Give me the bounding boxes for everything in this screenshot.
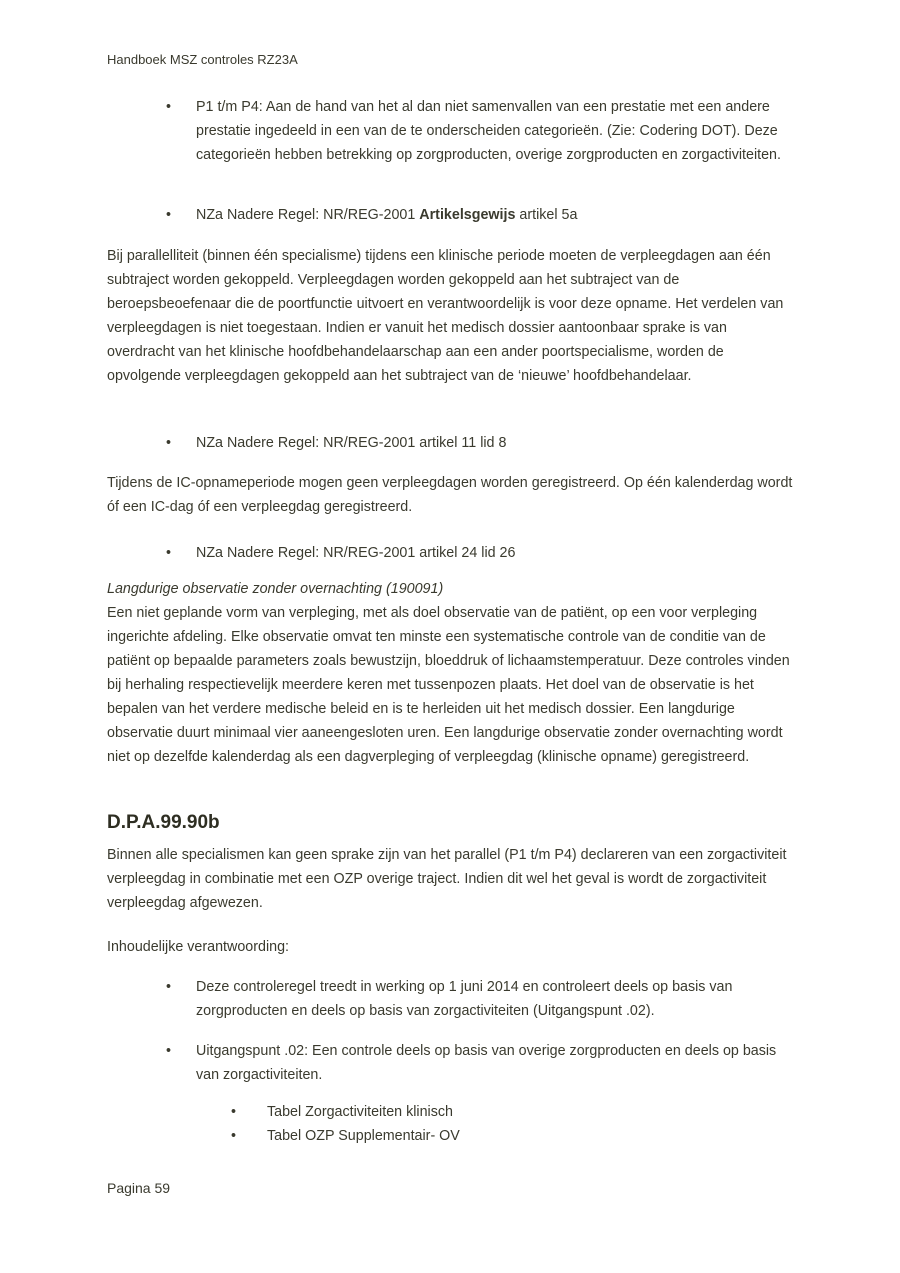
nza-reference-5a: NZa Nadere Regel: NR/REG-2001 Artikelsgewijs artikel 5a	[196, 207, 578, 223]
nza-reference-11: NZa Nadere Regel: NR/REG-2001 artikel 11 lid 8	[196, 435, 507, 451]
bullet-icon: •	[166, 207, 172, 223]
bullet-icon: •	[166, 435, 172, 451]
bullet-icon: •	[166, 1043, 172, 1059]
nza-reference-24: NZa Nadere Regel: NR/REG-2001 artikel 24 lid 26	[196, 545, 516, 561]
sub-list-item-text: Tabel OZP Supplementair- OV	[267, 1128, 460, 1144]
page-number: Pagina 59	[107, 1180, 171, 1196]
paragraph-dpa: Binnen alle specialismen kan geen sprake zijn van het parallel (P1 t/m P4) declareren van een zorgactiviteit verpleegdag in combinatie met een OZP overige traject. Indien dit wel het geval is wordt de zorgactiviteit verpleegdag afgewezen.	[107, 847, 787, 911]
running-header: Handboek MSZ controles RZ23A	[107, 52, 298, 67]
paragraph-parallel: Bij parallelliteit (binnen één specialisme) tijdens een klinische periode moeten de verpleegdagen aan één subtraject worden gekoppeld. Verpleegdagen worden gekoppeld aan het subtraject van de beroepsbeoefenaar die de poortfunctie uitvoert en verantwoordelijk is voor deze opname. Het verdelen van verpleegdagen is niet toegestaan. Indien er vanuit het medisch dossier aantoonbaar sprake is van overdracht van het klinische hoofdbehandelaarschap aan een ander poortspecialisme, worden de opvolgende verpleegdagen gekoppeld aan het subtraject van de ‘nieuwe’ hoofdbehandelaar.	[107, 248, 784, 384]
observation-subtitle: Langdurige observatie zonder overnachting (190091)	[107, 581, 444, 597]
paragraph-observation: Een niet geplande vorm van verpleging, met als doel observatie van de patiënt, op een voor verpleging ingerichte afdeling. Elke observatie omvat ten minste een systematische controle van de conditie van de patiënt op bepaalde parameters zoals bewustzijn, bloeddruk of lichaamstemperatuur. Deze controles vinden bij herhaling respectievelijk meerdere keren met tussenpozen plaats. Het doel van de observatie is het bepalen van het verdere medische beleid en is te herleiden uit het medisch dossier. Een langdurige observatie duurt minimaal vier aaneengesloten uren. Een langdurige observatie zonder overnachting wordt niet op dezelfde kalenderdag als een dagverpleging of verpleegdag (klinische opname) geregistreerd.	[107, 605, 790, 765]
list-item-text: P1 t/m P4: Aan de hand van het al dan niet samenvallen van een prestatie met een andere prestatie ingedeeld in een van de te onderscheiden categorieën. (Zie: Codering DOT). Deze categorieën hebben betrekking op zorgproducten, overige zorgproducten en zorgactiviteiten.	[196, 99, 781, 163]
bullet-icon: •	[166, 979, 172, 995]
paragraph-ic: Tijdens de IC-opnameperiode mogen geen verpleegdagen worden geregistreerd. Op één kalenderdag wordt óf een IC-dag óf een verpleegdag geregistreerd.	[107, 475, 793, 515]
bullet-icon: •	[166, 545, 172, 561]
bullet-icon: •	[231, 1128, 237, 1144]
list-item-text: Deze controleregel treedt in werking op 1 juni 2014 en controleert deels op basis van zorgproducten en deels op basis van zorgactiviteiten (Uitgangspunt .02).	[196, 979, 733, 1019]
bullet-icon: •	[166, 99, 172, 115]
sub-list-item-text: Tabel Zorgactiviteiten klinisch	[267, 1104, 453, 1120]
bullet-icon: •	[231, 1104, 237, 1120]
inhoud-label: Inhoudelijke verantwoording:	[107, 939, 290, 955]
section-heading: D.P.A.99.90b	[107, 812, 220, 833]
list-item-text: Uitgangspunt .02: Een controle deels op basis van overige zorgproducten en deels op basis van zorgactiviteiten.	[196, 1043, 777, 1083]
